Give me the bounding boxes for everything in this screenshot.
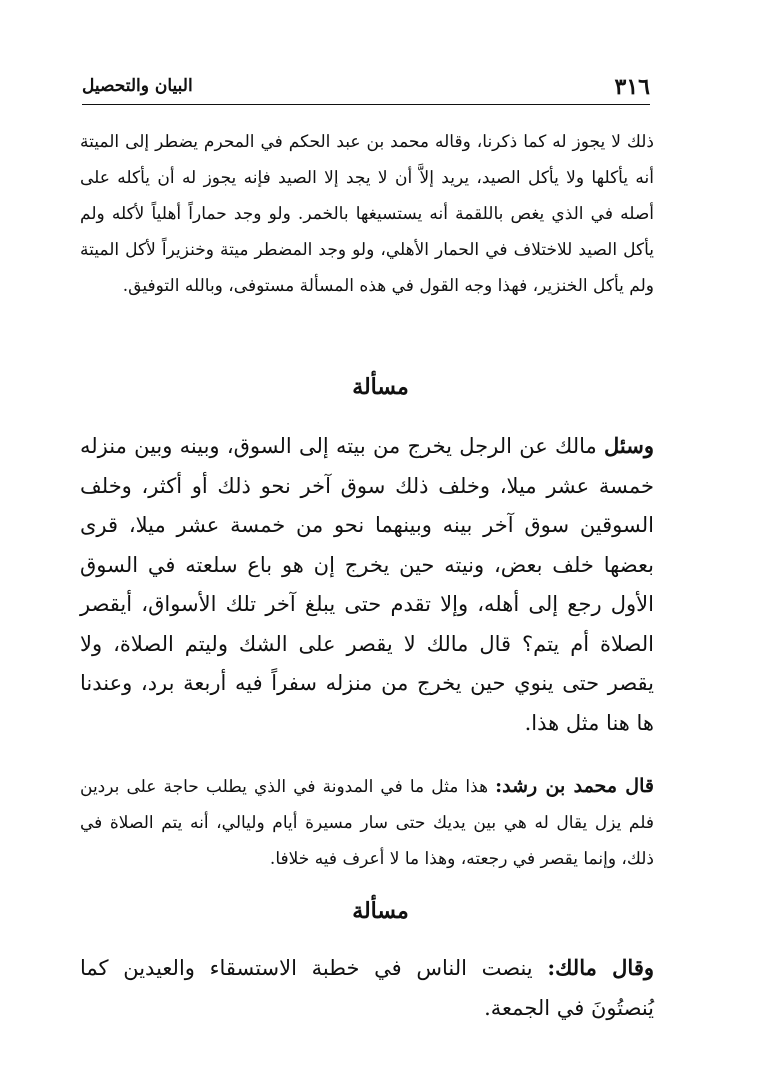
commentary-paragraph (80, 768, 654, 877)
running-title: البيان والتحصيل (82, 76, 193, 96)
page-header (82, 72, 650, 105)
section-heading-1: مسألة (352, 374, 409, 400)
page-number: ٣١٦ (614, 74, 650, 100)
intro-text: ذلك لا يجوز له كما ذكرنا، وقاله محمد بن عبد الحكم في المحرم يضطر إلى الميتة أنه يأكلها ولا يأكل الصيد، يريد إلاَّ أن لا يجد إلا الصيد فإنه يجوز له أن يأكله على أصله في الذي يغص باللقمة أنه يستسيغها بالخمر. ولو وجد حماراً أهلياً لأكله ولم يأكل الصيد للاختلاف في الحمار الأهلي، ولو وجد المضطر ميتة وخنزيراً لأكل الميتة ولم يأكل الخنزير، فهذا وجه القول في هذه المسألة مستوفى، وبالله التوفيق. (80, 132, 654, 296)
commentary-text: هذا مثل ما في المدونة في الذي يطلب حاجة على بردين فلم يزل يقال له هي بين يديك حتى سار مسيرة أيام وليالي، أنه يتم الصلاة في ذلك، وإنما يقصر في رجعته، وهذا ما لا أعرف فيه خلافا. (80, 777, 654, 869)
intro-paragraph (80, 124, 654, 304)
question-body (80, 426, 654, 743)
section-heading-2: مسألة (352, 898, 409, 924)
statement-paragraph (80, 948, 654, 1028)
question-text: مالك عن الرجل يخرج من بيته إلى السوق، وبينه وبين منزله خمسة عشر ميلا، وخلف ذلك سوق آخر نحو ذلك أو أكثر، وخلف السوقين سوق آخر بينه وبينهما نحو من خمسة عشر ميلا، قرى بعضها خلف بعض، ونيته حين يخرج إن هو باع سلعته في السوق الأول رجع إلى أهله، وإلا تقدم حتى يبلغ آخر تلك الأسواق، أيقصر الصلاة أم يتم؟ قال مالك لا يقصر على الشك وليتم الصلاة، ولا يقصر حتى ينوي حين يخرج من منزله سفراً فيه أربعة برد، وعندنا ها هنا مثل هذا. (80, 434, 654, 735)
statement-text: ينصت الناس في خطبة الاستسقاء والعيدين كما يُنصتُونَ في الجمعة. (80, 956, 654, 1020)
statement-body (80, 948, 654, 1028)
question-lead: وسئل (604, 433, 654, 458)
commentary-lead: قال محمد بن رشد: (495, 775, 654, 797)
question-paragraph (80, 426, 654, 743)
statement-lead: وقال مالك: (547, 955, 654, 980)
commentary-body (80, 768, 654, 877)
